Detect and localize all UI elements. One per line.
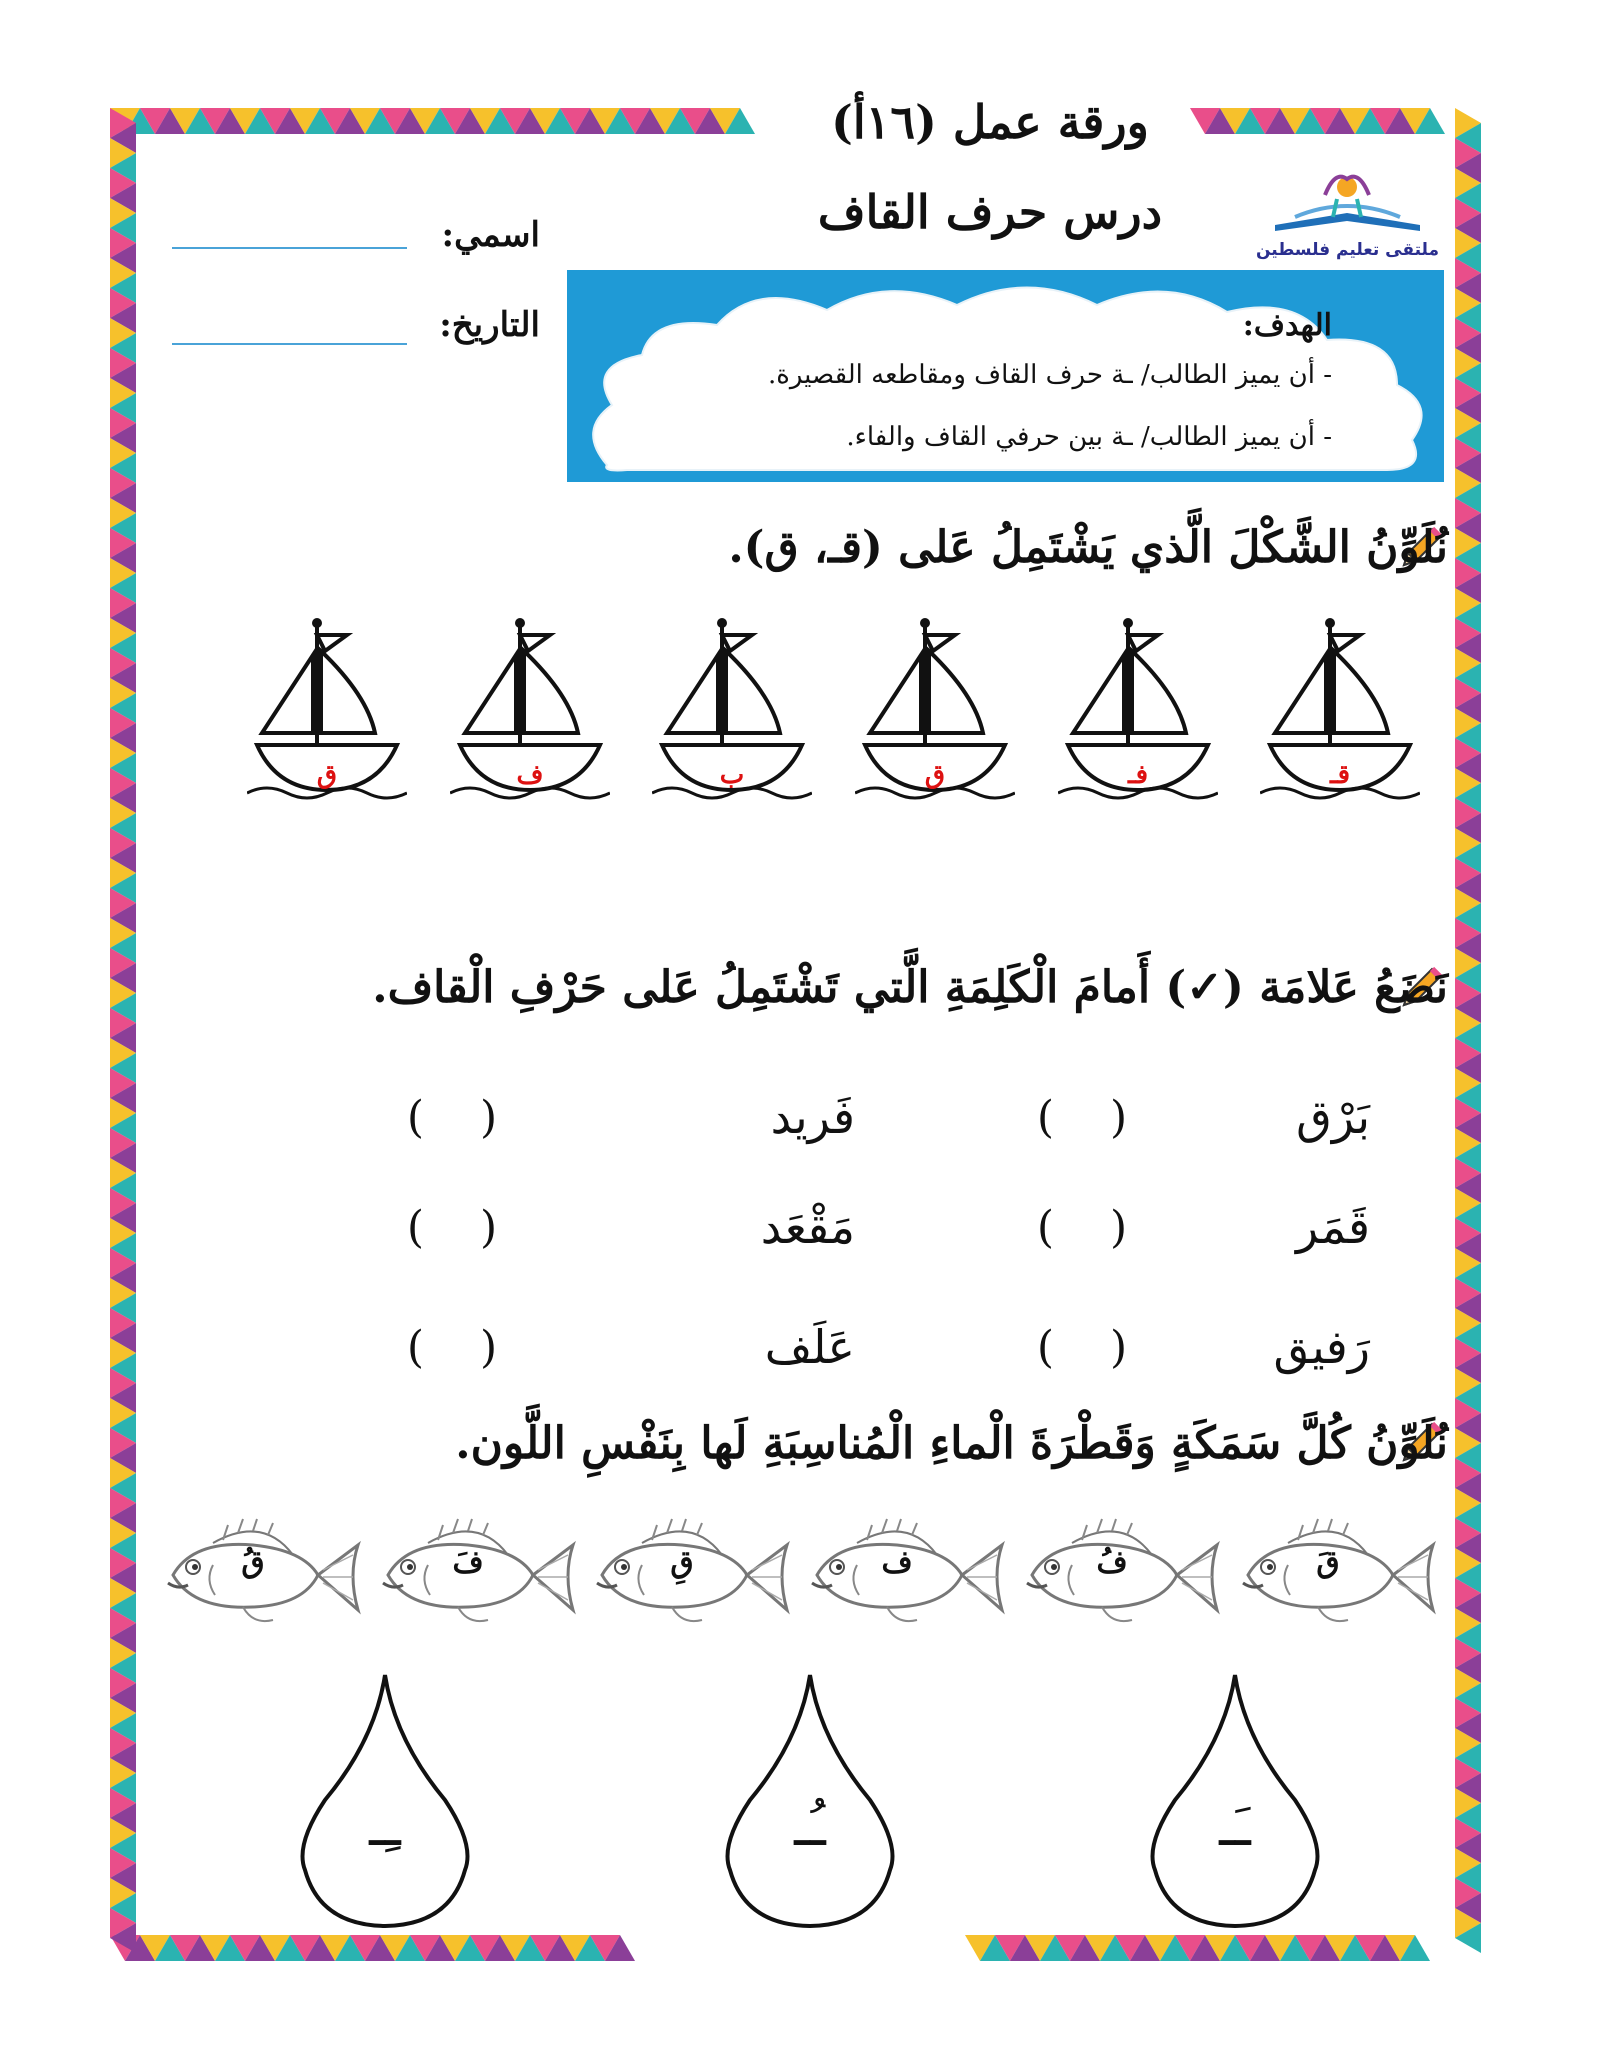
logo — [1255, 165, 1440, 260]
lesson-title: درس حرف القاف — [817, 185, 1163, 239]
fish-letter: قِ — [670, 1545, 694, 1580]
fish-letter: فُ — [1096, 1545, 1128, 1580]
exercise1-instruction: نُلَوِّنُ الشَّكْلَ الَّذي يَشْتَمِلُ عَلى (قـ، ق). — [728, 522, 1448, 573]
word-item: عَلَف — [764, 1320, 855, 1374]
answer-box[interactable]: ( ) — [406, 1202, 498, 1253]
fish-letter: قُ — [241, 1545, 265, 1580]
answer-box[interactable]: ( ) — [406, 1322, 498, 1373]
goal-item: - أن يميز الطالب/ ـة بين حرفي القاف والفاء. — [846, 422, 1332, 452]
boat-letter: فـ — [1127, 760, 1149, 790]
boat-letter: ف — [516, 760, 544, 790]
answer-box[interactable]: ( ) — [1036, 1202, 1128, 1253]
drop-vowel-mark: ـُـ — [794, 1795, 826, 1858]
goal-box — [567, 270, 1444, 482]
fish-letter: ف — [881, 1545, 913, 1580]
word-item: مَقْعَد — [760, 1200, 855, 1254]
answer-box[interactable]: ( ) — [1036, 1322, 1128, 1373]
name-label: اسمي: — [441, 215, 540, 255]
exercise3-instruction: نُلَوِّنُ كُلَّ سَمَكَةٍ وَقَطْرَةَ الْماءِ الْمُناسِبَةِ لَها بِنَفْسِ اللَّون. — [455, 1418, 1448, 1469]
word-item: بَرْق — [1296, 1090, 1370, 1144]
name-line[interactable] — [172, 247, 407, 249]
date-label: التاريخ: — [439, 305, 540, 345]
boat-letter: ب — [719, 760, 745, 790]
date-line[interactable] — [172, 343, 407, 345]
logo-text: ملتقى تعليم فلسطين — [1255, 240, 1440, 260]
drop-vowel-mark: ـَـ — [1219, 1795, 1251, 1858]
word-item: قَمَر — [1296, 1200, 1370, 1254]
logo-book-icon — [1255, 165, 1440, 235]
boat-letter: ق — [924, 760, 946, 790]
fish-letter: فَ — [452, 1545, 484, 1580]
exercise2-instruction: نَضَعُ عَلامَة (✓) أَمامَ الْكَلِمَةِ الَّتي تَشْتَمِلُ عَلى حَرْفِ الْقاف. — [372, 962, 1448, 1013]
word-item: رَفيق — [1273, 1320, 1370, 1374]
worksheet-title: ورقة عمل (١٦أ) — [831, 95, 1149, 149]
fish-letter: قَ — [1316, 1545, 1340, 1580]
goal-item: - أن يميز الطالب/ ـة حرف القاف ومقاطعه القصيرة. — [767, 360, 1332, 390]
goal-title: الهدف: — [1242, 308, 1332, 343]
drop-vowel-mark: ـِـ — [369, 1795, 401, 1858]
word-item: فَريد — [770, 1090, 855, 1144]
boat-letter: قـ — [1329, 760, 1351, 790]
answer-box[interactable]: ( ) — [406, 1092, 498, 1143]
boat-letter: ق — [316, 760, 338, 790]
answer-box[interactable]: ( ) — [1036, 1092, 1128, 1143]
